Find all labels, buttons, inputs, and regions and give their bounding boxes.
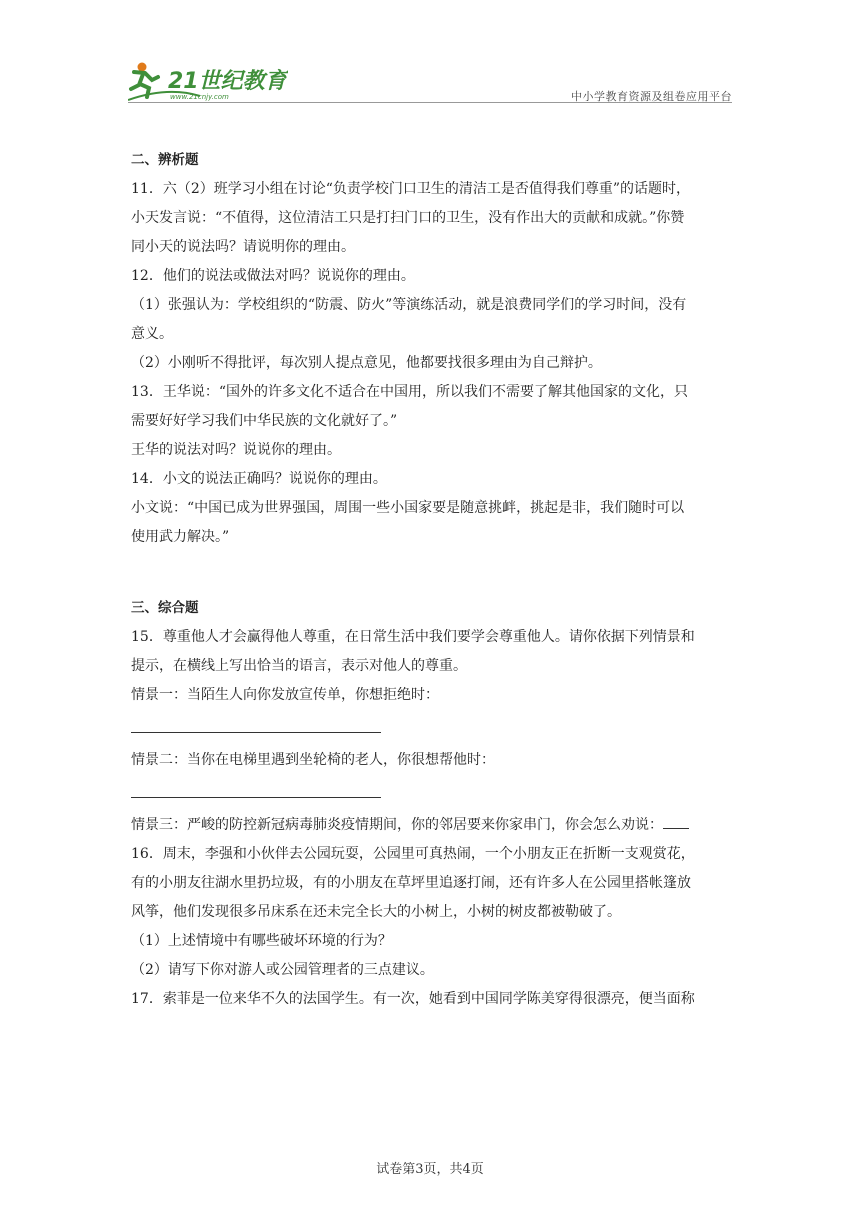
page-footer: 试卷第3页，共4页 <box>376 1162 484 1177</box>
platform-name: 中小学教育资源及组卷应用平台 <box>571 90 732 103</box>
text-line: （2）请写下你对游人或公园管理者的三点建议。 <box>131 962 434 978</box>
text-line: 16．周末，李强和小伙伴去公园玩耍，公园里可真热闹，一个小朋友正在折断一支观赏花， <box>131 846 695 862</box>
section-gap <box>131 552 731 594</box>
text-line: 小文说：“中国已成为世界强国，周围一些小国家要是随意挑衅，挑起是非，我们随时可以 <box>131 500 685 516</box>
section-heading-3: 三、综合题 <box>131 600 199 616</box>
text-line: 13．王华说：“国外的许多文化不适合在中国用，所以我们不需要了解其他国家的文化，只 <box>131 384 688 400</box>
text-line: 同小天的说法吗？请说明你的理由。 <box>131 239 355 255</box>
text-line: 11．六（2）班学习小组在讨论“负责学校门口卫生的清洁工是否值得我们尊重”的话题时， <box>131 181 691 197</box>
text-line: 王华的说法对吗？说说你的理由。 <box>131 442 341 458</box>
answer-line <box>663 816 689 829</box>
text-line: 12．他们的说法或做法对吗？说说你的理由。 <box>131 268 415 284</box>
text-line: （1）上述情境中有哪些破坏环境的行为？ <box>131 933 392 949</box>
scene-3-line <box>131 811 731 840</box>
answer-line <box>131 718 381 733</box>
text-line: 提示，在横线上写出恰当的语言，表示对他人的尊重。 <box>131 658 467 674</box>
text-line: 情景二：当你在电梯里遇到坐轮椅的老人，你很想帮他时： <box>131 752 495 768</box>
text-line: 17．索菲是一位来华不久的法国学生。有一次，她看到中国同学陈美穿得很漂亮，便当面称 <box>131 991 695 1007</box>
section-2-questions <box>131 175 731 552</box>
text-line: 需要好好学习我们中华民族的文化就好了。” <box>131 413 398 429</box>
logo-url: www.21cnjy.com <box>170 93 229 101</box>
text-line: 意义。 <box>131 326 173 342</box>
text-line: 情景一：当陌生人向你发放宣传单，你想拒绝时： <box>131 687 439 703</box>
21cnjy-logo <box>128 58 288 102</box>
text-line: 15．尊重他人才会赢得他人尊重，在日常生活中我们要学会尊重他人。请你依据下列情景和 <box>131 629 695 645</box>
text-line: 情景三：严峻的防控新冠病毒肺炎疫情期间，你的邻居要来你家串门，你会怎么劝说： <box>131 817 663 833</box>
text-line: 14．小文的说法正确吗？说说你的理由。 <box>131 471 387 487</box>
answer-line <box>131 783 381 798</box>
exam-content <box>131 146 731 1014</box>
page-header <box>128 58 732 104</box>
header-divider <box>128 102 732 103</box>
text-line: 风筝，他们发现很多吊床系在还未完全长大的小树上，小树的树皮都被勒破了。 <box>131 904 621 920</box>
text-line: 小天发言说：“不值得，这位清洁工只是打扫门口的卫生，没有作出大的贡献和成就。”你赞 <box>131 210 685 226</box>
text-line: （1）张强认为：学校组织的“防震、防火”等演练活动，就是浪费同学们的学习时间，没有 <box>131 297 687 313</box>
logo-text: 21世纪教育 <box>168 69 287 94</box>
text-line: 使用武力解决。” <box>131 529 230 545</box>
text-line: 有的小朋友往湖水里扔垃圾，有的小朋友在草坪里追逐打闹，还有许多人在公园里搭帐篷放 <box>131 875 691 891</box>
text-line: （2）小刚听不得批评，每次别人提点意见，他都要找很多理由为自己辩护。 <box>131 355 602 371</box>
section-heading-2: 二、辨析题 <box>131 152 199 168</box>
